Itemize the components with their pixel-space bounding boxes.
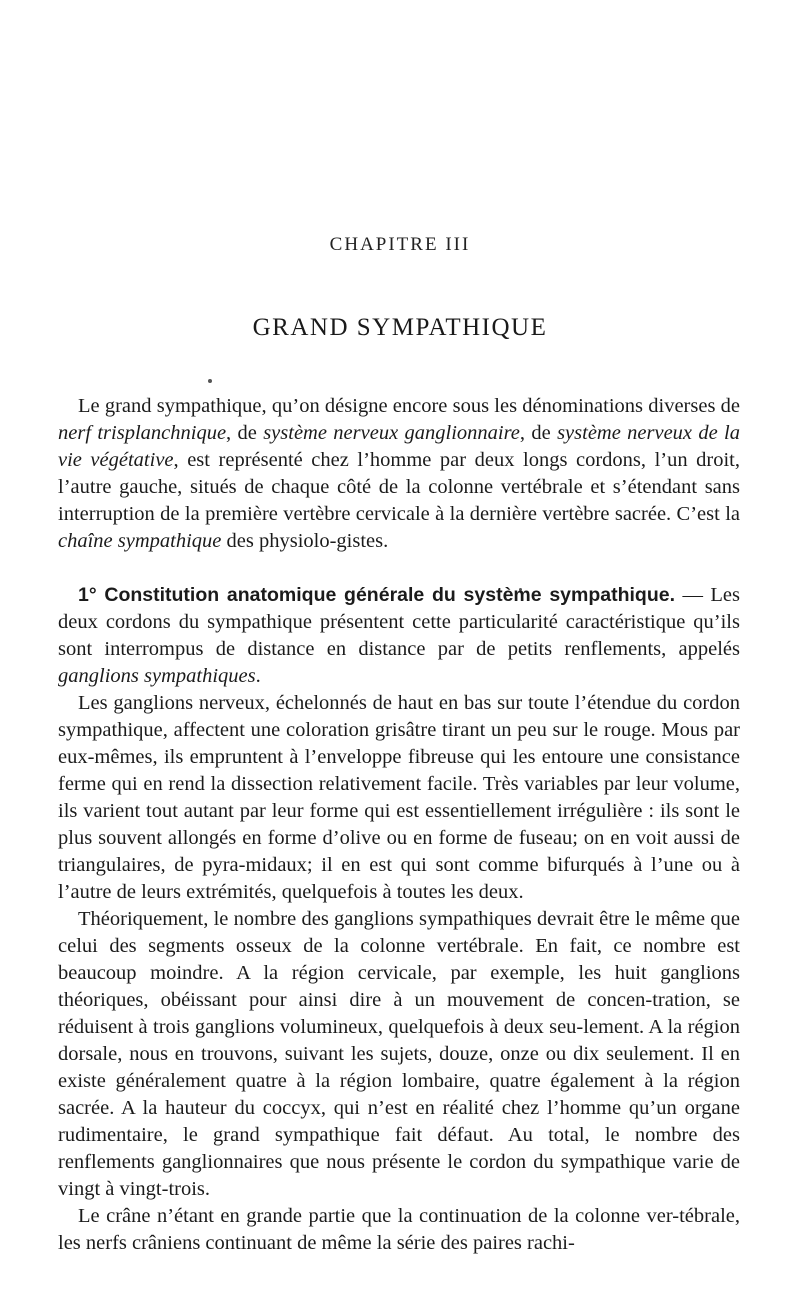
chapter-number: CHAPITRE III <box>329 234 471 255</box>
text-run: Le grand sympathique, qu’on désigne encore sous les dénominations diverses de <box>78 395 740 417</box>
text-run: . <box>255 665 261 687</box>
italic-term: nerf trisplanchnique <box>58 422 227 444</box>
text-run: — Les deux cordons du sympathique présentent cette particularité caractéristique qu’ils sont interrompus de distance en distance par de petits renflements, appelés <box>58 584 740 660</box>
text-run: , est représenté chez l’homme par deux longs cordons, l’un droit, l’autre gauche, situés de chaque côté de la colonne vertébrale et s’étendant sans interruption de la première vertèbre cervicale à la dernière vertèbre sacrée. C’est la <box>58 449 740 525</box>
text-run: , de <box>226 422 264 444</box>
section-heading: 1° Constitution anatomique générale du système sympathique. <box>78 584 676 606</box>
italic-term: système nerveux ganglionnaire <box>263 422 520 444</box>
body-text <box>58 393 740 1257</box>
text-run: des physiolo-gistes. <box>221 530 389 552</box>
paragraph-crane: Le crâne n’étant en grande partie que la continuation de la colonne ver-tébrale, les nerfs crâniens continuant de même la série des paires rachi- <box>58 1205 740 1254</box>
italic-term: chaîne sympathique <box>58 530 222 552</box>
text-run: , de <box>519 422 558 444</box>
paragraph-section-1 <box>58 582 740 690</box>
paragraph-theory: Théoriquement, le nombre des ganglions sympathiques devrait être le même que celui des segments osseux de la colonne vertébrale. En fait, ce nombre est beaucoup moindre. A la région cervicale, par exemple, les huit ganglions théoriques, obéissant pour ainsi dire à un mouvement de concen-tration, se réduisent à trois ganglions volumineux, quelquefois à deux seu-lement. A la région dorsale, nous en trouvons, suivant les sujets, douze, onze ou dix seulement. Il en existe généralement quatre à la région lombaire, quatre également à la région sacrée. A la hauteur du coccyx, qui n’est en réalité chez l’homme qu’un organe rudimentaire, le grand sympathique fait défaut. Au total, le nombre des renflements ganglionnaires que nous présente le cordon du sympathique varie de vingt à vingt-trois. <box>58 908 740 1200</box>
paragraph-ganglions: Les ganglions nerveux, échelonnés de haut en bas sur toute l’étendue du cordon sympathique, affectent une coloration grisâtre tirant un peu sur le rouge. Mous par eux-mêmes, ils empruntent à l’enveloppe fibreuse qui les entoure une consistance ferme qui en rend la dissection relativement facile. Très variables par leur volume, ils varient tout autant par leur forme qui est essentiellement irrégulière : ils sont le plus souvent allongés en forme d’olive ou en forme de fuseau; on en voit aussi de triangulaires, de pyra-midaux; il en est qui sont comme bifurqués à l’une ou à l’autre de leurs extrémités, quelquefois à toutes les deux. <box>58 692 740 903</box>
ink-speck <box>208 379 212 383</box>
italic-term: système nerveux de la vie végétative <box>58 422 740 471</box>
chapter-title: GRAND SYMPATHIQUE <box>252 314 548 341</box>
italic-term: ganglions sympathiques <box>58 665 256 687</box>
paragraph-intro <box>58 393 740 555</box>
